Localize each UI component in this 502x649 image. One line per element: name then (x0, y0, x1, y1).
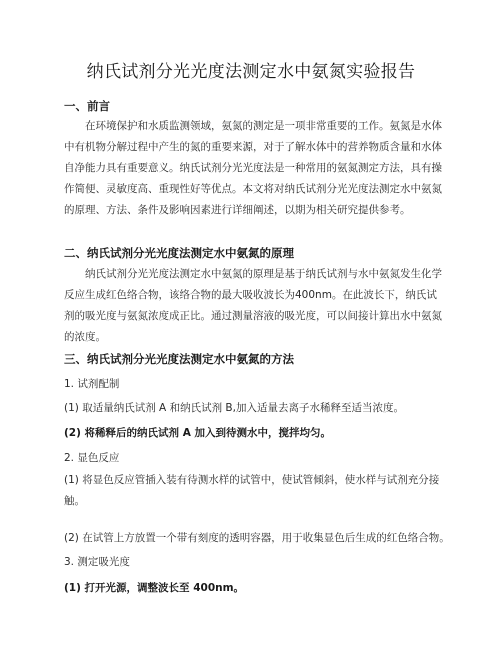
method-list-item: (1) 将显色反应管插入装有待测水样的试管中，使试管倾斜，使水样与试剂充分接触。 (64, 474, 440, 507)
method-step-heading: 1. 试剂配制 (64, 378, 120, 390)
section-heading-method: 三、纳氏试剂分光光度法测定水中氨氮的方法 (64, 352, 294, 366)
method-list-item: (2) 将稀释后的纳氏试剂 A 加入到待测水中，搅拌均匀。 (64, 427, 331, 439)
section-paragraph-principle: 纳氏试剂分光光度法测定水中氨氮的原理是基于纳氏试剂与水中氨氮发生化学反应生成红色络合物，该络合物的最大吸收波长为400nm。在此波长下，纳氏试剂的吸光度与氨氮浓度成正比。通过测量溶液的吸光度，可以间接计算出水中氨氮的浓度。 (64, 268, 442, 343)
method-list-item: (1) 打开光源，调整波长至 400nm。 (64, 582, 245, 594)
method-list-item: (2) 在试管上方放置一个带有刻度的透明容器，用于收集显色后生成的红色络合物。 (64, 532, 450, 544)
method-step-heading: 3. 测定吸光度 (64, 556, 130, 568)
method-step-heading: 2. 显色反应 (64, 452, 120, 464)
section-paragraph-intro: 在环境保护和水质监测领域，氨氮的测定是一项非常重要的工作。氨氮是水体中有机物分解过程中产生的氮的重要来源，对于了解水体中的营养物质含量和水体自净能力具有重要意义。纳氏试剂分光光度法是一种常用的氨氮测定方法，具有操作简便、灵敏度高、重现性好等优点。本文将对纳氏试剂分光光度法测定水中氨氮的原理、方法、条件及影响因素进行详细阐述，以期为相关研究提供参考。 (64, 120, 442, 216)
document-title: 纳氏试剂分光光度法测定水中氨氮实验报告 (86, 62, 416, 82)
section-heading-intro: 一、前言 (64, 99, 110, 113)
method-list-item: (1) 取适量纳氏试剂 A 和纳氏试剂 B,加入适量去离子水稀释至适当浓度。 (64, 402, 404, 414)
section-heading-principle: 二、纳氏试剂分光光度法测定水中氨氮的原理 (64, 246, 294, 260)
